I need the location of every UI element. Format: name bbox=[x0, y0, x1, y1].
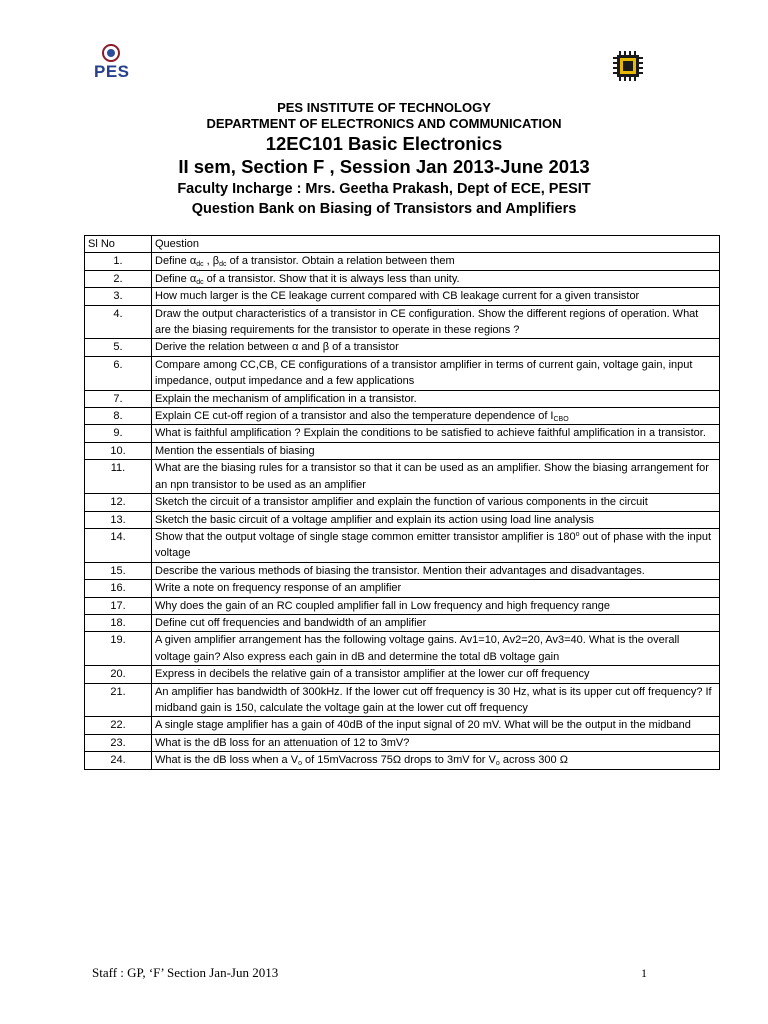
table-row bbox=[85, 305, 720, 339]
question-text: Sketch the circuit of a transistor amplifier and explain the function of various components in the circuit bbox=[152, 494, 720, 511]
question-number: 20. bbox=[85, 666, 152, 683]
table-row bbox=[85, 614, 720, 631]
question-number: 11. bbox=[85, 460, 152, 494]
question-number: 18. bbox=[85, 614, 152, 631]
question-text: Define cut off frequencies and bandwidth of an amplifier bbox=[152, 614, 720, 631]
question-text: Draw the output characteristics of a transistor in CE configuration. Show the different regions of operation. What are the biasing requirements for the transistor to operate in these regions ? bbox=[152, 305, 720, 339]
table-row bbox=[85, 752, 720, 769]
question-number: 14. bbox=[85, 528, 152, 562]
table-row bbox=[85, 270, 720, 287]
question-text: Explain CE cut-off region of a transistor and also the temperature dependence of $I_{CBO}$ bbox=[152, 408, 720, 425]
table-row bbox=[85, 632, 720, 666]
footer-staff-info: Staff : GP, ‘F’ Section Jan-Jun 2013 bbox=[92, 965, 279, 980]
table-row bbox=[85, 511, 720, 528]
sl-no-header: Sl No bbox=[85, 236, 152, 253]
department-name: DEPARTMENT OF ELECTRONICS AND COMMUNICATION bbox=[206, 116, 562, 131]
question-number: 21. bbox=[85, 683, 152, 717]
question-text: What is the dB loss when a $V_o$ of 15mVacross 75Ω drops to 3mV for $V_o$ across 300 Ω bbox=[152, 752, 720, 769]
question-text: Derive the relation between α and β of a transistor bbox=[152, 339, 720, 356]
table-row bbox=[85, 356, 720, 390]
question-number: 12. bbox=[85, 494, 152, 511]
table-row bbox=[85, 339, 720, 356]
question-number: 2. bbox=[85, 270, 152, 287]
question-text: Mention the essentials of biasing bbox=[152, 442, 720, 459]
question-bank-title: Question Bank on Biasing of Transistors and Amplifiers bbox=[191, 201, 577, 217]
question-number: 6. bbox=[85, 356, 152, 390]
question-text: Why does the gain of an RC coupled amplifier fall in Low frequency and high frequency range bbox=[152, 597, 720, 614]
question-number: 23. bbox=[85, 734, 152, 751]
table-row bbox=[85, 288, 720, 305]
question-text: Describe the various methods of biasing the transistor. Mention their advantages and disadvantages. bbox=[152, 562, 720, 579]
table-row bbox=[85, 460, 720, 494]
table-row bbox=[85, 562, 720, 579]
faculty-info: Faculty Incharge : Mrs. Geetha Prakash, Dept of ECE, PESIT bbox=[177, 181, 591, 197]
table-row bbox=[85, 442, 720, 459]
table-row bbox=[85, 528, 720, 562]
question-text: Sketch the basic circuit of a voltage amplifier and explain its action using load line analysis bbox=[152, 511, 720, 528]
table-row bbox=[85, 425, 720, 442]
question-number: 19. bbox=[85, 632, 152, 666]
question-text: Define $\alpha_{dc}$ of a transistor. Show that it is always less than unity. bbox=[152, 270, 720, 287]
institute-name: PES INSTITUTE OF TECHNOLOGY bbox=[277, 100, 491, 115]
session-info: II sem, Section F , Session Jan 2013-June 2013 bbox=[178, 156, 590, 177]
question-text: Explain the mechanism of amplification in a transistor. bbox=[152, 390, 720, 407]
course-title: 12EC101 Basic Electronics bbox=[265, 133, 503, 154]
question-text: What are the biasing rules for a transistor so that it can be used as an amplifier. Show the biasing arrangement for an npn transistor to be used as an amplifier bbox=[152, 460, 720, 494]
table-row bbox=[85, 666, 720, 683]
question-number: 16. bbox=[85, 580, 152, 597]
question-text: Compare among CC,CB, CE configurations of a transistor amplifier in terms of current gain, voltage gain, input impedance, output impedance and a few applications bbox=[152, 356, 720, 390]
question-text: Show that the output voltage of single stage common emitter transistor amplifier is 180$^o$ out of phase with the input voltage bbox=[152, 528, 720, 562]
question-text: Express in decibels the relative gain of a transistor amplifier at the lower cur off frequency bbox=[152, 666, 720, 683]
page-number: 1 bbox=[641, 966, 647, 980]
table-header-row bbox=[85, 236, 720, 253]
question-number: 5. bbox=[85, 339, 152, 356]
question-text: A single stage amplifier has a gain of 40dB of the input signal of 20 mV. What will be the output in the midband bbox=[152, 717, 720, 734]
table-row bbox=[85, 717, 720, 734]
document-header bbox=[0, 100, 768, 219]
table-row bbox=[85, 494, 720, 511]
question-number: 24. bbox=[85, 752, 152, 769]
question-number: 4. bbox=[85, 305, 152, 339]
table-row bbox=[85, 597, 720, 614]
table-row bbox=[85, 580, 720, 597]
question-number: 13. bbox=[85, 511, 152, 528]
question-number: 10. bbox=[85, 442, 152, 459]
table-row bbox=[85, 390, 720, 407]
question-table bbox=[84, 235, 720, 770]
question-number: 17. bbox=[85, 597, 152, 614]
question-text: Define $\alpha_{dc}$ , $\beta_{dc}$ of a transistor. Obtain a relation between them bbox=[152, 253, 720, 270]
question-number: 15. bbox=[85, 562, 152, 579]
question-number: 7. bbox=[85, 390, 152, 407]
question-number: 22. bbox=[85, 717, 152, 734]
question-number: 9. bbox=[85, 425, 152, 442]
question-number: 3. bbox=[85, 288, 152, 305]
question-number: 8. bbox=[85, 408, 152, 425]
pes-logo bbox=[92, 44, 132, 86]
pes-logo-text: PES bbox=[94, 62, 130, 81]
chip-logo-icon bbox=[612, 50, 644, 82]
table-row bbox=[85, 253, 720, 270]
table-row bbox=[85, 408, 720, 425]
question-text: What is the dB loss for an attenuation of 12 to 3mV? bbox=[152, 734, 720, 751]
question-text: How much larger is the CE leakage current compared with CB leakage current for a given transistor bbox=[152, 288, 720, 305]
question-text: An amplifier has bandwidth of 300kHz. If the lower cut off frequency is 30 Hz, what is its upper cut off frequency? If midband gain is 150, calculate the voltage gain at the lower cut off frequency bbox=[152, 683, 720, 717]
question-table-body bbox=[85, 253, 720, 769]
question-header: Question bbox=[152, 236, 720, 253]
pes-seal-icon bbox=[102, 44, 120, 62]
table-row bbox=[85, 734, 720, 751]
question-text: Write a note on frequency response of an amplifier bbox=[152, 580, 720, 597]
table-row bbox=[85, 683, 720, 717]
question-number: 1. bbox=[85, 253, 152, 270]
question-text: A given amplifier arrangement has the following voltage gains. Av1=10, Av2=20, Av3=40. What is the overall voltage gain? Also express each gain in dB and determine the total dB voltage gain bbox=[152, 632, 720, 666]
question-text: What is faithful amplification ? Explain the conditions to be satisfied to achieve faithful amplification in a transistor. bbox=[152, 425, 720, 442]
